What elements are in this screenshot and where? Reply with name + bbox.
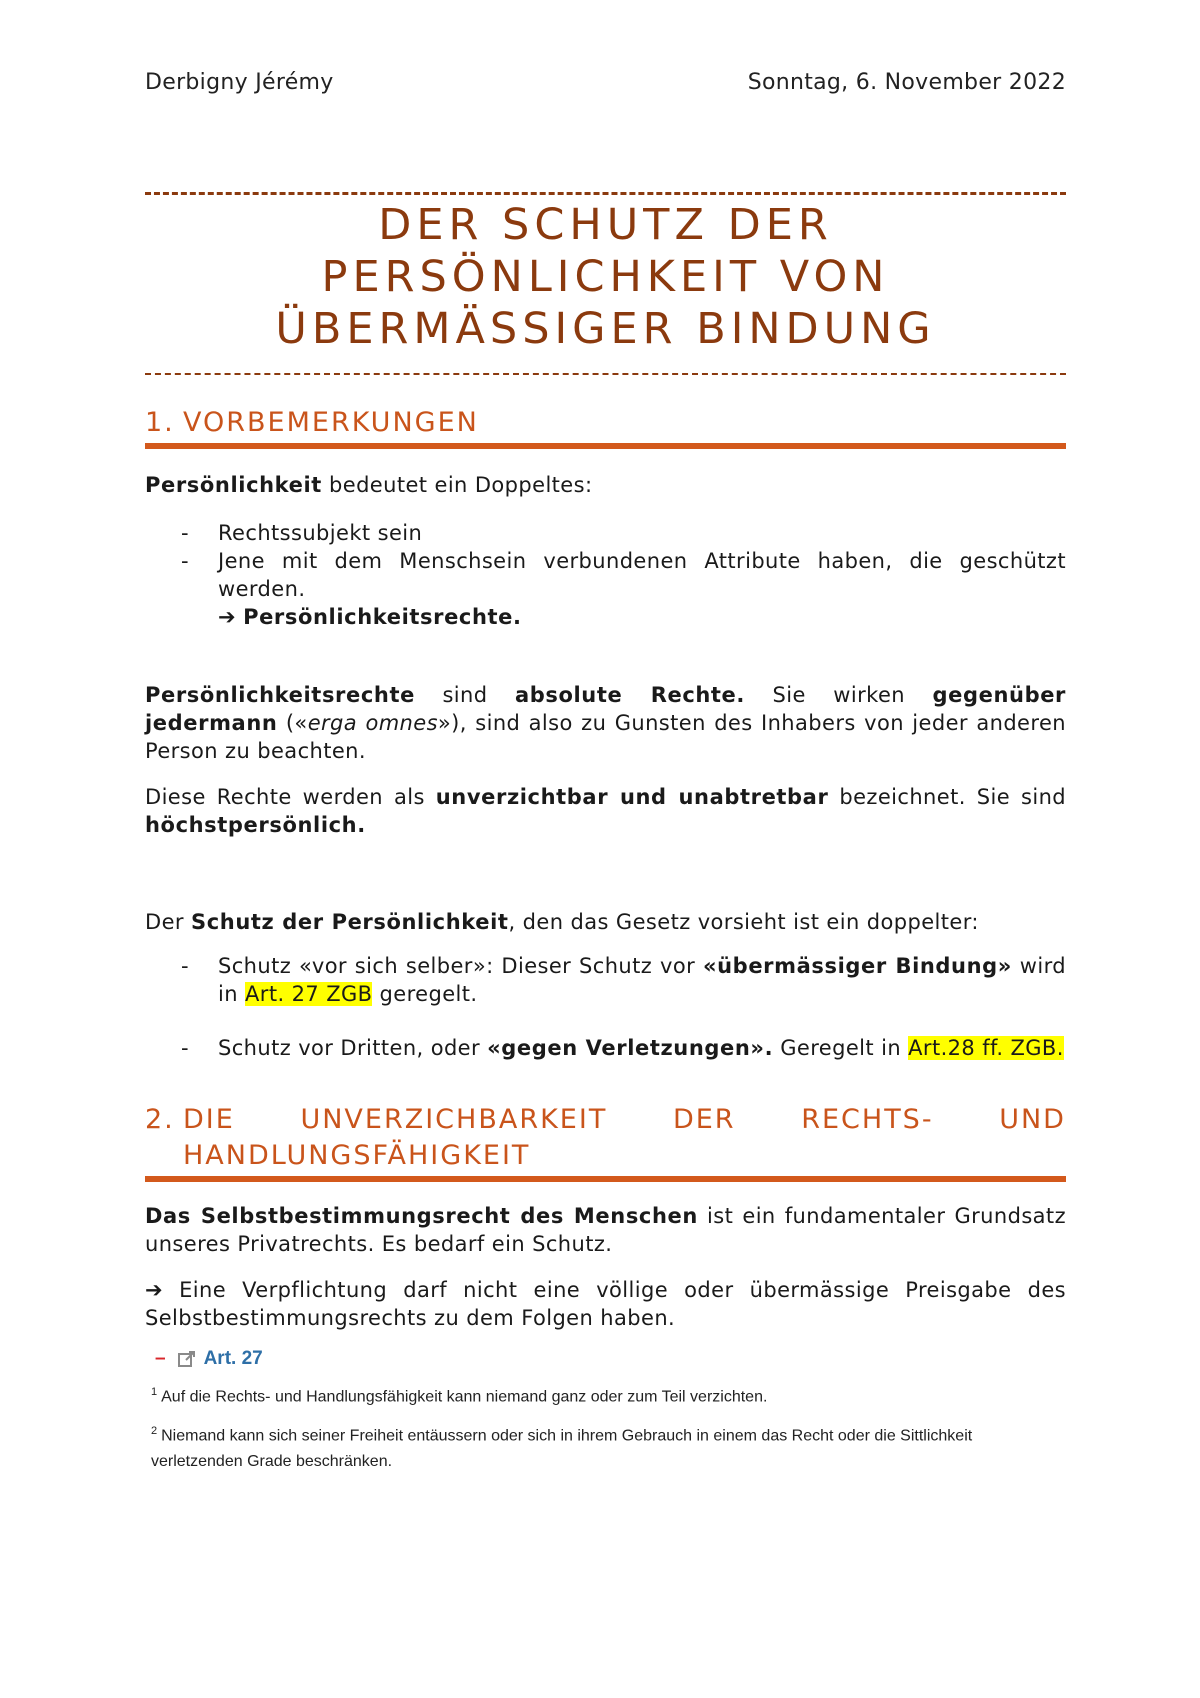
schutz-list [145, 952, 1066, 1062]
paragraph-schutz: Der Schutz der Persönlichkeit, den das Gesetz vorsieht ist ein doppelter: [145, 910, 979, 934]
intro-text: bedeutet ein Doppeltes: [321, 473, 593, 497]
highlight-art27: Art. 27 ZGB [245, 982, 373, 1006]
header-date: Sonntag, 6. November 2022 [747, 70, 1066, 95]
persoenlichkeit-list [145, 519, 1066, 631]
title-block [145, 192, 1066, 375]
title-top-rule [145, 192, 1066, 195]
paragraph-absolute-rights: Persönlichkeitsrechte sind absolute Rechte. Sie wirken gegenüber jedermann («erga omnes»), sind also zu Gunsten des Inhabers von jeder anderen Person zu beachten. [145, 683, 1067, 763]
title-line-1: DER SCHUTZ DER [378, 200, 833, 250]
list-item: - Schutz «vor sich selber»: Dieser Schutz vor «übermässiger Bindung» wird in Art. 27 ZGB geregelt. [181, 954, 1066, 1006]
section-2-number: 2. [145, 1104, 175, 1135]
article-paragraph-1: $^1$ Auf die Rechts- und Handlungsfähigkeit kann niemand ganz oder zum Teil verzichten. [151, 1386, 768, 1406]
highlight-art28: Art.28 ff. ZGB. [908, 1036, 1064, 1060]
section-1-heading [145, 405, 1066, 449]
section-1-title: VORBEMERKUNGEN [183, 407, 479, 438]
title-bottom-rule [145, 373, 1066, 375]
header-author: Derbigny Jérémy [145, 70, 334, 95]
list-item: - Jene mit dem Menschsein verbundenen Attribute haben, die geschützt werden. ➔ Persönlichkeitsrechte. [181, 549, 1066, 629]
article-27-link[interactable]: Art. 27 [203, 1348, 263, 1369]
intro-bold: Persönlichkeit [145, 473, 322, 497]
document-title [145, 199, 1066, 355]
title-line-3: ÜBERMÄSSIGER BINDUNG [275, 304, 936, 354]
external-link-icon [178, 1350, 196, 1368]
arrow-icon: ➔ [218, 605, 244, 629]
paragraph-selbstbestimmung: Das Selbstbestimmungsrecht des Menschen ist ein fundamentaler Grundsatz unseres Privatrechts. Es bedarf ein Schutz. [145, 1204, 1066, 1256]
list-item: - Rechtssubjekt sein [181, 521, 423, 545]
article-27-heading[interactable]: – Art. 27 [155, 1348, 263, 1369]
title-line-2: PERSÖNLICHKEIT VON [321, 252, 890, 302]
document-body [145, 405, 1066, 1474]
paragraph-verpflichtung: ➔ Eine Verpflichtung darf nicht eine völlige oder übermässige Preisgabe des Selbstbestimmungsrechts zu dem Folgen haben. [145, 1278, 1066, 1330]
intro-paragraph [145, 471, 1066, 499]
article-paragraph-2: $^2$ Niemand kann sich seiner Freiheit entäussern oder sich in ihrem Gebrauch in einem das Recht oder die Sittlichkeit verletzenden Grade beschränken. [151, 1425, 973, 1470]
paragraph-unverzichtbar: Diese Rechte werden als unverzichtbar und unabtretbar bezeichnet. Sie sind höchstpersönlich. [145, 785, 1067, 837]
section-1-number: 1. [145, 407, 175, 438]
list-item: - Schutz vor Dritten, oder «gegen Verletzungen». Geregelt in Art.28 ff. ZGB. [181, 1036, 1064, 1060]
section-2-heading [145, 1102, 1066, 1182]
section-2-title: DIE UNVERZICHBARKEIT DER RECHTS- UND HANDLUNGSFÄHIGKEIT [183, 1104, 1066, 1171]
article-27-excerpt [145, 1348, 1066, 1474]
